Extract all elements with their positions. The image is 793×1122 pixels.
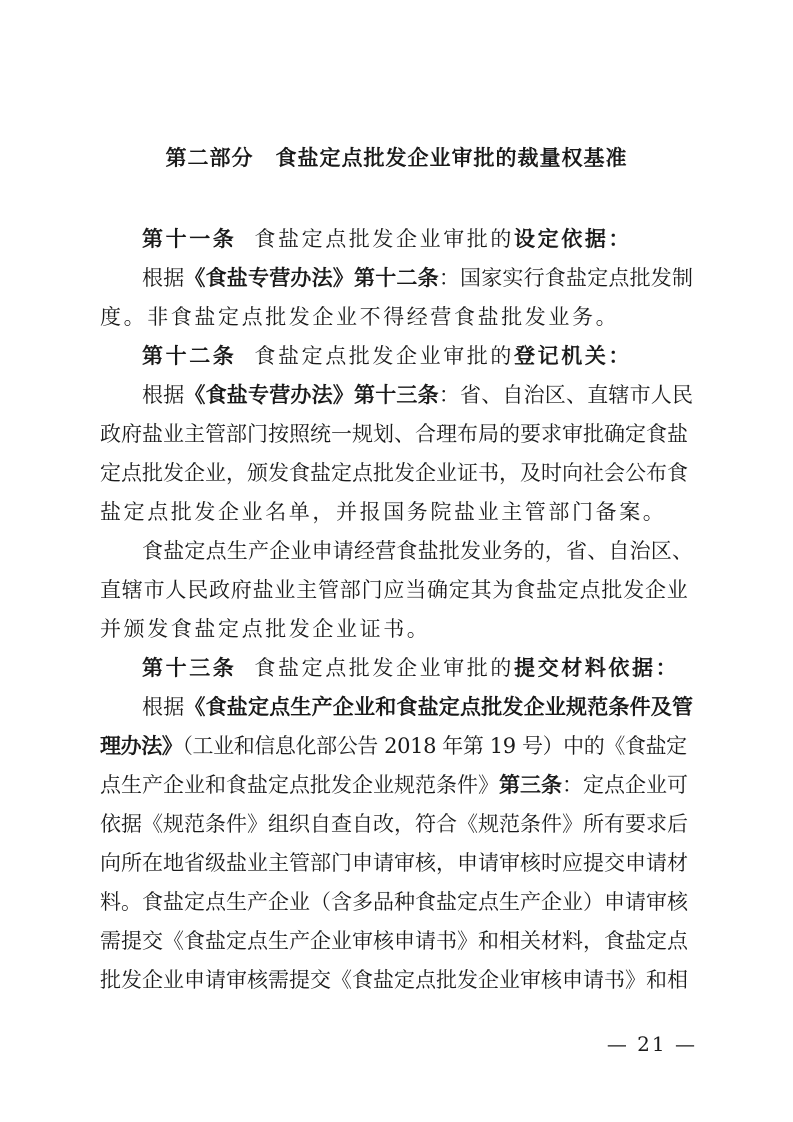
- basis-12-line-3: 定点批发企业，颁发食盐定点批发企业证书，及时向社会公布食: [100, 461, 688, 485]
- basis-12-line-4: 盐定点批发企业名单，并报国务院盐业主管部门备案。: [100, 500, 667, 524]
- article-12-number: 第十二条: [142, 344, 237, 368]
- basis-11-line-2: 度。非食盐定点批发企业不得经营食盐批发业务。: [100, 305, 620, 329]
- basis-12-line-1: 根据《食盐专营办法》第十三条：省、自治区、直辖市人民: [142, 383, 694, 407]
- article-13-text: 食盐定点批发企业审批的: [254, 656, 515, 680]
- article-12-bold-tail: 登记机关：: [514, 344, 633, 368]
- article-12-text: 食盐定点批发企业审批的: [254, 344, 515, 368]
- title-part: 第二部分: [165, 146, 254, 170]
- article-13-number: 第十三条: [142, 656, 237, 680]
- article-13-bold-tail: 提交材料依据：: [514, 656, 680, 680]
- basis-13-citation: 《食盐定点生产企业和食盐定点批发企业规范条件及管: [184, 695, 694, 719]
- article-11-heading-line: [142, 224, 693, 254]
- basis-13-line-2: 理办法》（工业和信息化部公告 2018 年第 19 号）中的《食盐定: [100, 734, 687, 758]
- basis-13-article-ref: 第三条: [499, 773, 562, 797]
- basis-13-line-6: 料。食盐定点生产企业（含多品种食盐定点生产企业）申请审核: [100, 890, 688, 914]
- basis-13-line-1: 根据《食盐定点生产企业和食盐定点批发企业规范条件及管: [142, 695, 694, 719]
- para-12b-line-2: 直辖市人民政府盐业主管部门应当确定其为食盐定点批发企业: [100, 578, 689, 602]
- para-12b-line-1: 食盐定点生产企业申请经营食盐批发业务的，省、自治区、: [142, 539, 694, 563]
- basis-13-line-5: 向所在地省级盐业主管部门申请审核，申请审核时应提交申请材: [100, 851, 688, 875]
- para-12b-line-3: 并颁发食盐定点批发企业证书。: [100, 617, 431, 641]
- article-12-heading-line: [142, 341, 693, 371]
- section-title: [0, 142, 793, 172]
- basis-13-line-3: 点生产企业和食盐定点批发企业规范条件》第三条：定点企业可: [100, 773, 688, 797]
- page-number: — 21 —: [606, 1032, 697, 1056]
- basis-11-line-1: 根据《食盐专营办法》第十二条：国家实行食盐定点批发制: [142, 266, 694, 290]
- title-text: 食盐定点批发企业审批的裁量权基准: [275, 146, 628, 170]
- article-11-number: 第十一条: [142, 227, 237, 251]
- article-13-heading-line: [142, 653, 693, 683]
- basis-13-line-8: 批发企业申请审核需提交《食盐定点批发企业审核申请书》和相: [100, 968, 688, 992]
- basis-13-line-7: 需提交《食盐定点生产企业审核申请书》和相关材料，食盐定点: [100, 929, 688, 953]
- article-11-text: 食盐定点批发企业审批的: [254, 227, 515, 251]
- article-11-bold-tail: 设定依据：: [514, 227, 633, 251]
- basis-12-line-2: 政府盐业主管部门按照统一规划、合理布局的要求审批确定食盐: [100, 422, 688, 446]
- basis-13-citation-end: 理办法》: [100, 734, 183, 758]
- basis-13-line-4: 依据《规范条件》组织自查自改，符合《规范条件》所有要求后: [100, 812, 688, 836]
- basis-11-citation: 《食盐专营办法》第十二条: [184, 266, 439, 290]
- basis-12-citation: 《食盐专营办法》第十三条: [184, 383, 439, 407]
